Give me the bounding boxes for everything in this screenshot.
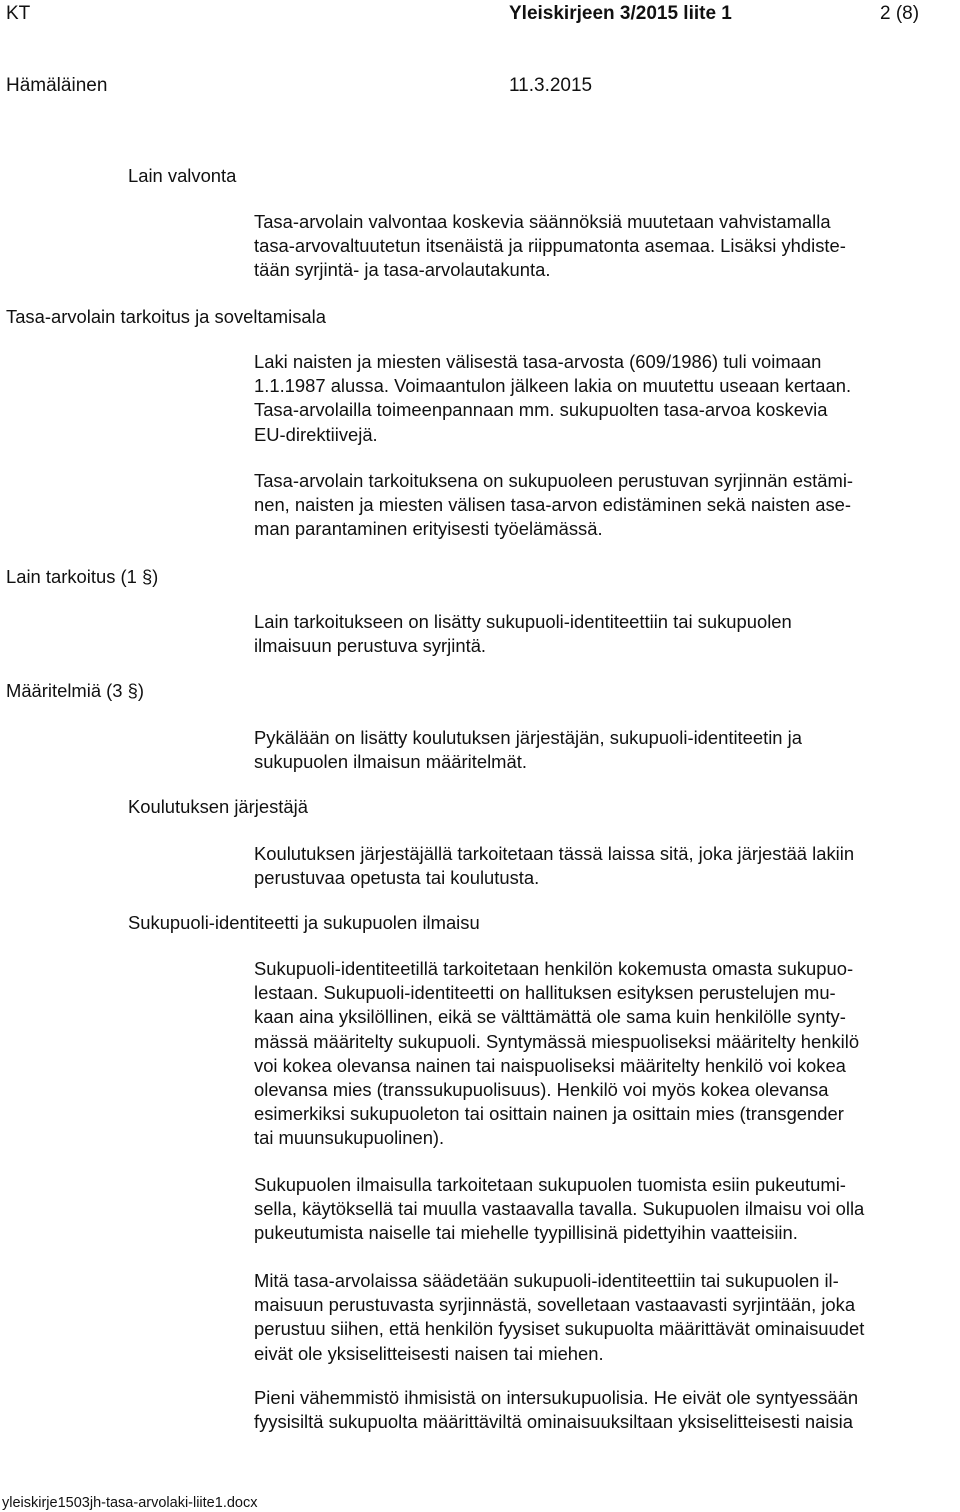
paragraph-mita-saadetaan — [254, 1269, 954, 1366]
text-line: EU-direktiivejä. — [254, 423, 378, 445]
heading-lain-valvonta: Lain valvonta — [128, 165, 237, 186]
page-number: 2 (8) — [880, 3, 920, 24]
paragraph-tarkoituksena — [254, 469, 954, 542]
paragraph-lain-tarkoitukseen — [254, 610, 954, 658]
header-code: KT — [6, 3, 31, 24]
paragraph-pieni-vahemmisto — [254, 1386, 954, 1434]
heading-maaritelmia: Määritelmiä (3 §) — [6, 680, 144, 701]
text-line: Pieni vähemmistö ihmisistä on intersukupuolisia. He eivät ole syntyessään — [254, 1387, 859, 1408]
paragraph-laki-naisten — [254, 350, 954, 447]
text-line: tasa-arvovaltuutetun itsenäistä ja riippumatonta asemaa. Lisäksi yhdiste- — [254, 235, 846, 257]
footer-filename: yleiskirje1503jh-tasa-arvolaki-liite1.docx — [2, 1495, 258, 1511]
paragraph-ilmaisulla — [254, 1173, 954, 1246]
text-line: Koulutuksen järjestäjällä tarkoitetaan tässä laissa sitä, joka järjestää lakiin — [254, 843, 855, 864]
document-date: 11.3.2015 — [509, 75, 593, 96]
text-line: man parantaminen erityisesti työelämässä. — [254, 518, 603, 540]
text-line: sella, käytöksellä tai muulla vastaavalla tavalla. Sukupuolen ilmaisu voi olla — [254, 1198, 865, 1220]
text-line: lestaan. Sukupuoli-identiteetti on hallituksen esityksen perustelujen mu- — [254, 982, 836, 1004]
text-line: 1.1.1987 alussa. Voimaantulon jälkeen lakia on muutettu useaan kertaan. — [254, 375, 852, 397]
heading-sukupuoli-identiteetti: Sukupuoli-identiteetti ja sukupuolen ilmaisu — [128, 912, 480, 933]
document-title: Yleiskirjeen 3/2015 liite 1 — [509, 3, 732, 24]
text-line: Tasa-arvolain valvontaa koskevia säännöksiä muutetaan vahvistamalla — [254, 211, 831, 232]
text-line: kaan aina yksilöllinen, eikä se välttämättä ole sama kuin henkilölle synty- — [254, 1006, 846, 1028]
text-line: Tasa-arvolailla toimeenpannaan mm. sukupuolten tasa-arvoa koskevia — [254, 399, 828, 421]
paragraph-identiteetilla — [254, 957, 954, 1151]
text-line: Sukupuoli-identiteetillä tarkoitetaan henkilön kokemusta omasta sukupuo- — [254, 958, 854, 979]
text-line: tai muunsukupuolinen). — [254, 1127, 445, 1149]
text-line: Laki naisten ja miesten välisestä tasa-arvosta (609/1986) tuli voimaan — [254, 351, 822, 372]
text-line: sukupuolen ilmaisun määritelmät. — [254, 751, 527, 773]
author-name: Hämäläinen — [6, 75, 108, 96]
paragraph-koulutuksen-jarjestajalla — [254, 842, 954, 890]
text-line: esimerkiksi sukupuoleton tai osittain nainen ja osittain mies (transgender — [254, 1103, 844, 1125]
text-line: Pykälään on lisätty koulutuksen järjestäjän, sukupuoli-identiteetin ja — [254, 727, 802, 748]
text-line: fyysisiltä sukupuolta määrittäviltä ominaisuuksiltaan yksiselitteisesti naisia — [254, 1411, 853, 1433]
text-line: eivät ole yksiselitteisesti naisen tai miehen. — [254, 1342, 604, 1364]
text-line: Sukupuolen ilmaisulla tarkoitetaan sukupuolen tuomista esiin pukeutumi- — [254, 1174, 846, 1195]
text-line: ilmaisuun perustuva syrjintä. — [254, 635, 487, 657]
paragraph-pykalaan — [254, 726, 954, 774]
text-line: tään syrjintä- ja tasa-arvolautakunta. — [254, 259, 551, 281]
text-line: mässä määritelty sukupuoli. Syntymässä miespuoliseksi määritelty henkilö — [254, 1030, 860, 1052]
text-line: pukeutumista naiselle tai miehelle tyypillisinä pidettyihin vaatteisiin. — [254, 1222, 798, 1244]
paragraph-valvonta — [254, 210, 954, 283]
text-line: voi kokea olevansa nainen tai naispuoliseksi määritelty henkilö voi kokea — [254, 1054, 846, 1076]
text-line: perustuu siihen, että henkilön fyysiset sukupuolta määrittävät ominaisuudet — [254, 1318, 865, 1340]
heading-koulutuksen-jarjestaja: Koulutuksen järjestäjä — [128, 796, 308, 817]
text-line: Mitä tasa-arvolaissa säädetään sukupuoli-identiteettiin tai sukupuolen il- — [254, 1270, 839, 1291]
text-line: nen, naisten ja miesten välisen tasa-arvon edistäminen sekä naisten ase- — [254, 494, 852, 516]
text-line: Tasa-arvolain tarkoituksena on sukupuoleen perustuvan syrjinnän estämi- — [254, 470, 854, 491]
text-line: Lain tarkoitukseen on lisätty sukupuoli-identiteettiin tai sukupuolen — [254, 611, 792, 632]
heading-lain-tarkoitus: Lain tarkoitus (1 §) — [6, 566, 159, 587]
text-line: maisuun perustuvasta syrjinnästä, sovelletaan vastaavasti syrjintään, joka — [254, 1294, 856, 1316]
heading-tarkoitus-soveltamisala: Tasa-arvolain tarkoitus ja soveltamisala — [6, 306, 326, 327]
text-line: perustuvaa opetusta tai koulutusta. — [254, 867, 540, 889]
text-line: olevansa mies (transsukupuolisuus). Henkilö voi myös kokea olevansa — [254, 1079, 829, 1101]
